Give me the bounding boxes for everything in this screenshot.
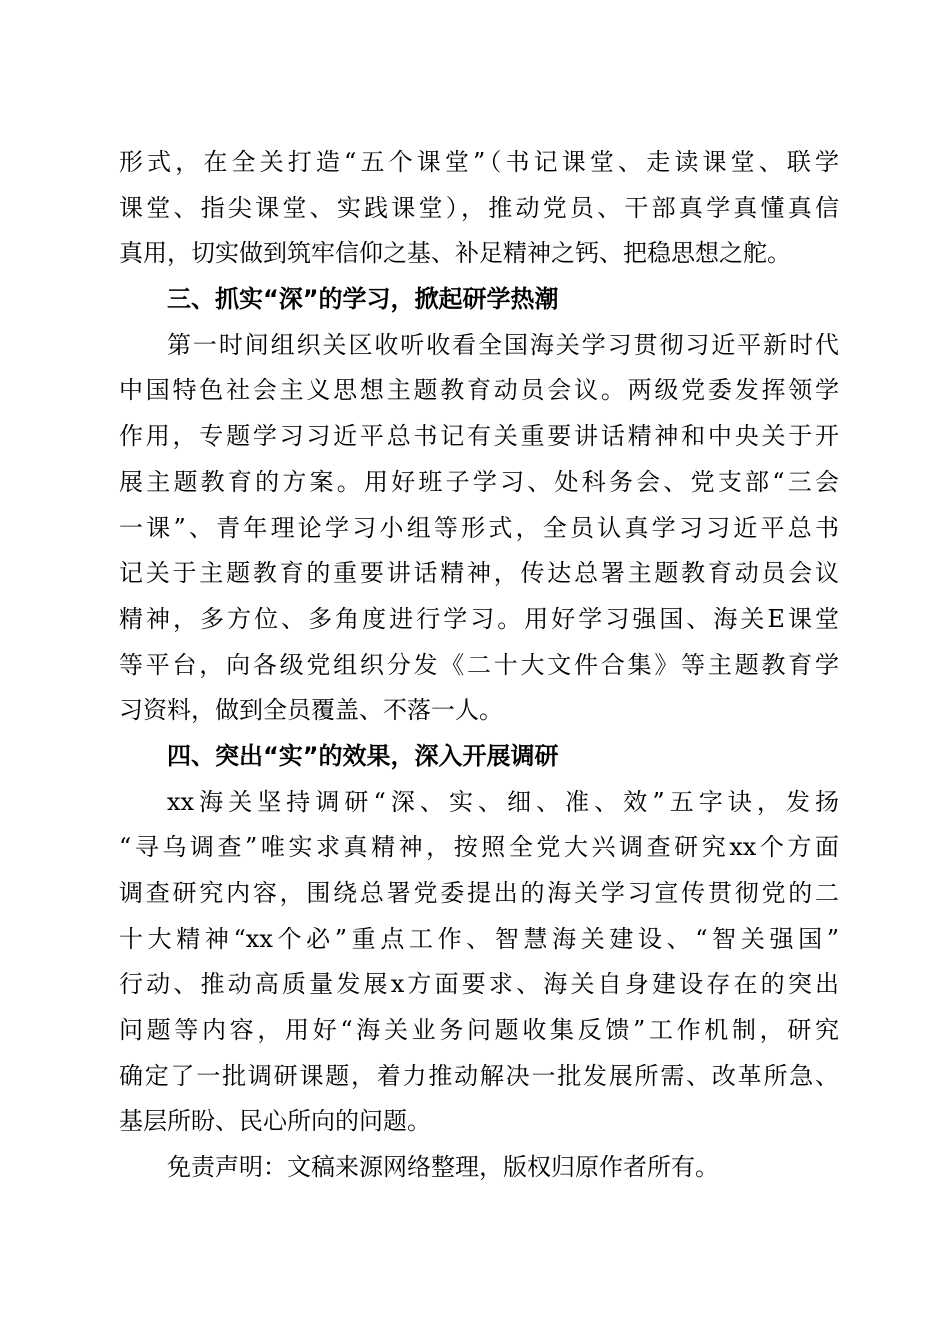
text-line: 习资料，做到全员覆盖、不落一人。 bbox=[119, 696, 503, 725]
text-line: 确定了一批调研课题，着力推动解决一批发展所需、改革所急、 bbox=[119, 1061, 839, 1090]
text-line: xx海关坚持调研“深、实、细、准、效”五字诀，发扬 bbox=[167, 787, 839, 816]
text-line: 基层所盼、民心所向的问题。 bbox=[119, 1107, 431, 1136]
text-line: 问题等内容，用好“海关业务问题收集反馈”工作机制，研究 bbox=[119, 1016, 839, 1045]
section-heading-4: 四、突出“实”的效果，深入开展调研 bbox=[167, 741, 559, 770]
text-line: 行动、推动高质量发展x方面要求、海关自身建设存在的突出 bbox=[119, 970, 839, 999]
text-line: 展主题教育的方案。用好班子学习、处科务会、党支部“三会 bbox=[119, 467, 839, 496]
document-page bbox=[119, 140, 839, 1191]
paragraph-study bbox=[119, 323, 839, 734]
paragraph-forms bbox=[119, 140, 839, 277]
section-heading-3: 三、抓实“深”的学习，掀起研学热潮 bbox=[167, 285, 559, 314]
text-line: 记关于主题教育的重要讲话精神，传达总署主题教育动员会议 bbox=[119, 559, 839, 588]
text-line: 作用，专题学习习近平总书记有关重要讲话精神和中央关于开 bbox=[119, 422, 839, 451]
text-line: 第一时间组织关区收听收看全国海关学习贯彻习近平新时代 bbox=[167, 330, 839, 359]
text-line: 课堂、指尖课堂、实践课堂），推动党员、干部真学真懂真信 bbox=[119, 193, 839, 222]
text-line: 中国特色社会主义思想主题教育动员会议。两级党委发挥领学 bbox=[119, 376, 839, 405]
text-line: “寻乌调查”唯实求真精神，按照全党大兴调查研究xx个方面 bbox=[119, 833, 839, 862]
text-line: 一课”、青年理论学习小组等形式，全员认真学习习近平总书 bbox=[119, 513, 839, 542]
text-line: 真用，切实做到筑牢信仰之基、补足精神之钙、把稳思想之舵。 bbox=[119, 239, 791, 268]
text-line: 形式，在全关打造“五个课堂”（书记课堂、走读课堂、联学 bbox=[119, 148, 839, 176]
text-line: 精神，多方位、多角度进行学习。用好学习强国、海关E课堂 bbox=[119, 604, 839, 633]
text-line: 调查研究内容，围绕总署党委提出的海关学习宣传贯彻党的二 bbox=[119, 879, 839, 907]
text-line: 十大精神“xx个必”重点工作、智慧海关建设、“智关强国” bbox=[119, 924, 839, 953]
disclaimer: 免责声明：文稿来源网络整理，版权归原作者所有。 bbox=[167, 1153, 719, 1182]
paragraph-research bbox=[119, 780, 839, 1146]
text-line: 等平台，向各级党组织分发《二十大文件合集》等主题教育学 bbox=[119, 650, 839, 679]
